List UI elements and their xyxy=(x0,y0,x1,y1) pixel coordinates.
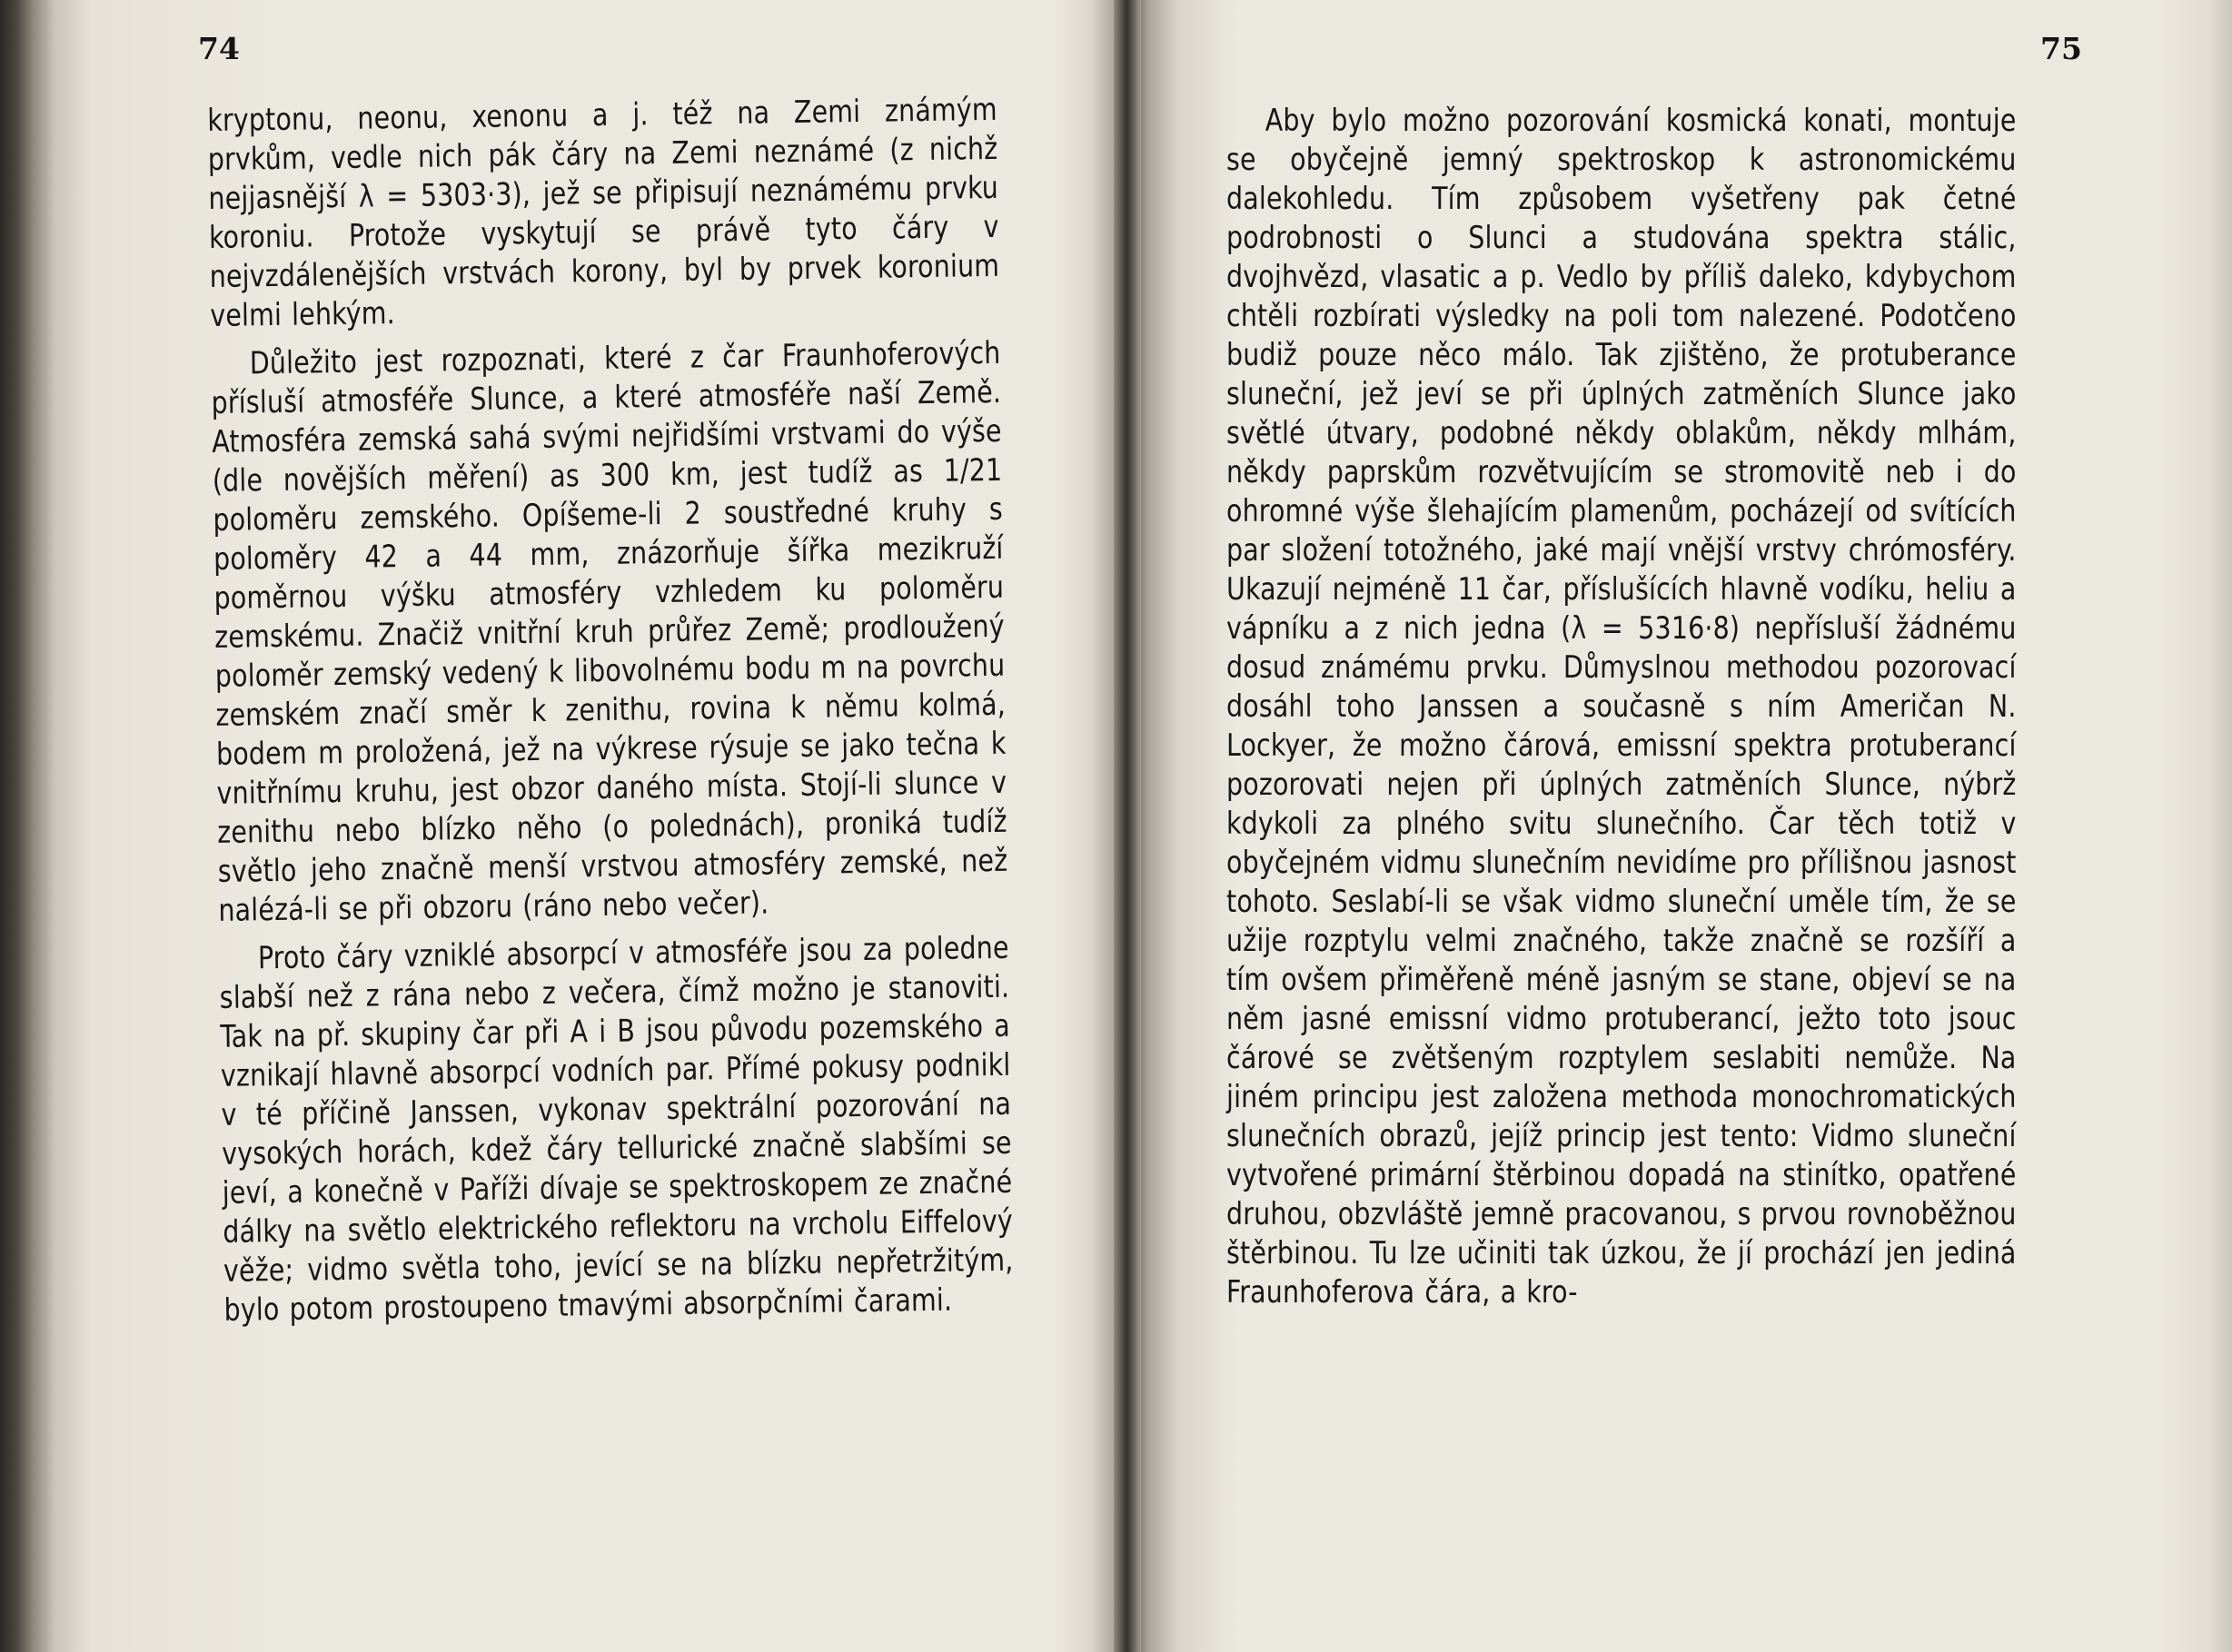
paragraph: Důležito jest rozpoznati, které z čar Fraunhoferových přísluší atmosféře Slunce, a které atmosféře naší Země. Atmosféra zemská sahá svými nejřidšími vrstvami do výše (dle novějších měření) as 300 km, jest tudíž as 1/21 poloměru zemského. Opíšeme-li 2 soustředné kruhy s poloměry 42 a 44 mm, znázorňuje šířka mezikruží poměrnou výšku atmosféry vzhledem ku poloměru zemskému. Značiž vnitřní kruh průřez Země; prodloužený poloměr zemský vedený k libovolnému bodu m na povrchu zemském značí směr k zenithu, rovina k němu kolmá, bodem m proložená, jež na výkrese rýsuje se jako tečna k vnitřnímu kruhu, jest obzor daného místa. Stojí-li slunce v zenithu nebo blízko něho (o polednách), proniká tudíž světlo jeho značně menší vrstvou atmosféry zemské, než nalézá-li se při obzoru (ráno nebo večer). xyxy=(211,334,1008,929)
paragraph: Proto čáry vzniklé absorpcí v atmosféře jsou za poledne slabší než z rána nebo z večera, čímž možno je stanoviti. Tak na př. skupiny čar při A i B jsou původu pozemského a vznikají hlavně absorpcí vodních par. Přímé pokusy podnikl v té příčině Janssen, vykonav spektrální pozorování na vysokých horách, kdež čáry tellurické značně slabšími se jeví, a konečně v Paříži dívaje se spektroskopem ze značné dálky na světlo elektrického reflektoru na vrcholu Eiffelový věže; vidmo světla toho, jevící se na blízku nepřetržitým, bylo potom prostoupeno tmavými absorpčními čarami. xyxy=(219,929,1014,1329)
page-number-left: 74 xyxy=(198,31,240,66)
right-page-text xyxy=(1226,102,2017,1312)
paragraph: Aby bylo možno pozorování kosmická konati, montuje se obyčejně jemný spektroskop k astronomickému dalekohledu. Tím způsobem vyšetřeny pak četné podrobnosti o Slunci a studována spektra stálic, dvojhvězd, vlasatic a p. Vedlo by příliš daleko, kdybychom chtěli rozbírati výsledky na poli tom nalezené. Podotčeno budiž pouze něco málo. Tak zjištěno, že protuberance sluneční, jež jeví se při úplných zatměních Slunce jako světlé útvary, podobné někdy oblakům, někdy mlhám, někdy paprskům rozvětvujícím se stromovitě neb i do ohromné výše šlehajícím plamenům, pocházejí od svítících par složení totožného, jaké mají vnější vrstvy chrómosféry. Ukazují nejméně 11 čar, příslušících hlavně vodíku, heliu a vápníku a z nich jedna (λ = 5316·8) nepřísluší žádnému dosud známému prvku. Důmyslnou methodou pozorovací dosáhl toho Janssen a současně s ním Američan N. Lockyer, že možno čárová, emissní spektra protuberancí pozorovati nejen při úplných zatměních Slunce, nýbrž kdykoli za plného svitu slunečního. Čar těch totiž v obyčejném vidmu slunečním nevidíme pro přílišnou jasnost tohoto. Seslabí-li se však vidmo sluneční uměle tím, že se užije rozptylu velmi značného, takže značně se rozšíří a tím ovšem přiměřeně méně jasným se stane, objeví se na něm jasné emissní vidmo protuberancí, ježto toto jsouc čárové se zvětšeným rozptylem seslabiti nemůže. Na jiném principu jest založena methoda monochromatických slunečních obrazů, jejíž princip jest tento: Vidmo sluneční vytvořené primární štěrbinou dopadá na stinítko, opatřené druhou, obzvláště jemně pracovanou, s prvou rovnoběžnou štěrbinou. Tu lze učiniti tak úzkou, že jí prochází jen jediná Fraunhoferova čára, a kro- xyxy=(1226,103,2017,1311)
left-page-text xyxy=(207,91,1014,1331)
paragraph: kryptonu, neonu, xenonu a j. též na Zemi známým prvkům, vedle nich pák čáry na Zemi neznámé (z nichž nejjasnější λ = 5303·3), jež se připisují neznámému prvku koroniu. Protože vyskytují se právě tyto čáry v nejvzdálenějších vrstvách korony, byl by prvek koronium velmi lehkým. xyxy=(207,91,1000,334)
book-gutter xyxy=(1114,0,1141,1652)
page-number-right: 75 xyxy=(2040,31,2082,66)
